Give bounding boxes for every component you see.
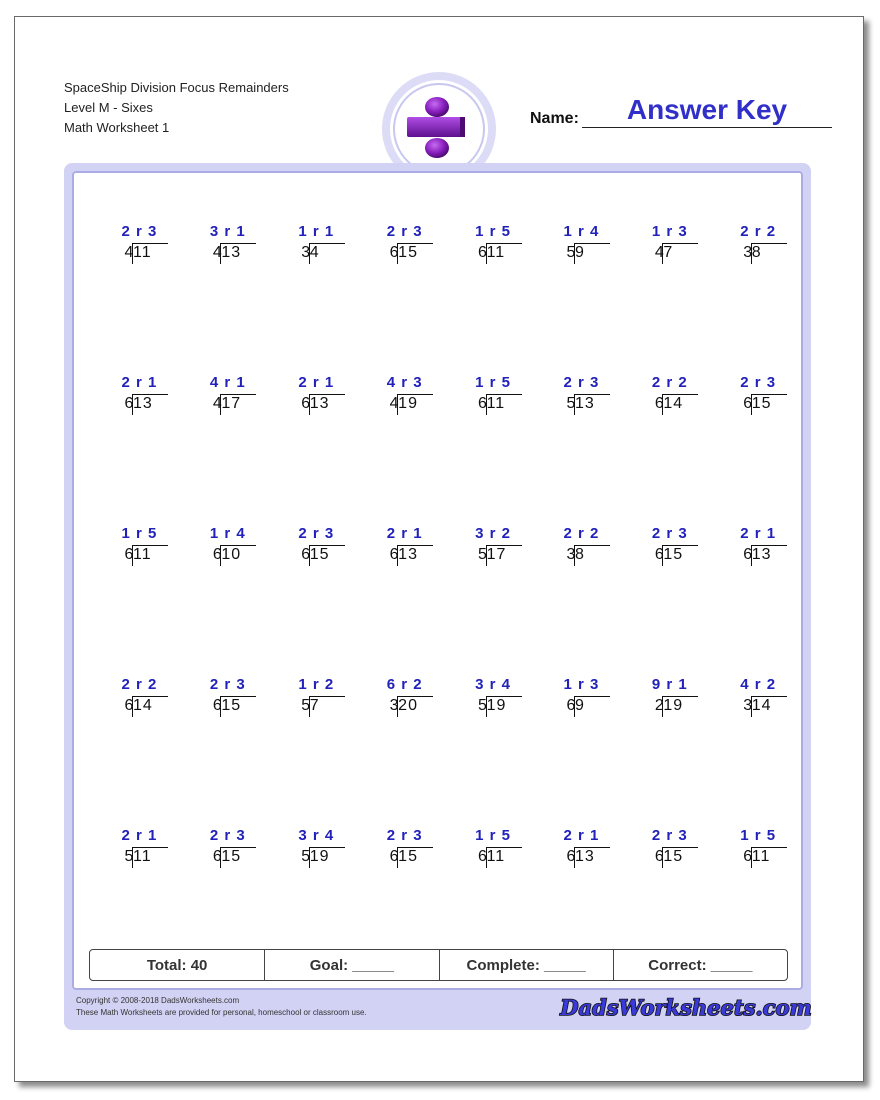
- dividend: 9: [574, 244, 585, 261]
- dividend: 14: [663, 395, 684, 412]
- dividend: 11: [133, 244, 152, 261]
- answer-quotient: 2 r 3: [563, 374, 600, 391]
- division-problem: [94, 816, 182, 967]
- divisor: 6: [566, 848, 576, 865]
- divisor: 6: [301, 546, 311, 563]
- correct-cell: Correct: _____: [613, 950, 787, 980]
- dadsworksheets-logo: [560, 990, 812, 1024]
- answer-quotient: 4 r 3: [386, 374, 423, 391]
- dividend: 11: [486, 244, 506, 261]
- answer-quotient: 2 r 3: [209, 827, 246, 844]
- dividend: 15: [398, 848, 418, 865]
- division-problem: [536, 514, 624, 665]
- answer-quotient: 1 r 2: [298, 676, 335, 693]
- division-problem: [271, 665, 359, 816]
- divisor: 5: [566, 244, 576, 261]
- answer-quotient: 1 r 4: [209, 525, 246, 542]
- division-problem: [713, 212, 801, 363]
- dividend: 14: [133, 697, 153, 714]
- division-problem: [182, 514, 270, 665]
- score-summary: [89, 949, 788, 981]
- dividend: 20: [398, 697, 418, 714]
- answer-quotient: 2 r 3: [209, 676, 246, 693]
- divisor: 5: [301, 697, 311, 714]
- divisor: 6: [124, 546, 134, 563]
- division-problem: [448, 212, 536, 363]
- dividend: 11: [133, 546, 152, 563]
- dividend: 7: [309, 697, 320, 714]
- divisor: 6: [124, 395, 134, 412]
- answer-quotient: 1 r 1: [298, 223, 335, 240]
- divisor: 4: [654, 244, 664, 261]
- divisor: 5: [124, 848, 134, 865]
- division-problem: [624, 212, 712, 363]
- division-problem: [624, 514, 712, 665]
- division-problem: [713, 363, 801, 514]
- answer-quotient: 1 r 5: [475, 223, 511, 240]
- divisor: 6: [212, 697, 222, 714]
- answer-quotient: 1 r 3: [563, 676, 600, 693]
- division-problem: [359, 212, 447, 363]
- division-problem: [182, 363, 270, 514]
- dividend: 19: [398, 395, 418, 412]
- copyright-line: Copyright © 2008-2018 DadsWorksheets.com: [76, 996, 240, 1005]
- division-problem: [713, 665, 801, 816]
- division-problem: [94, 514, 182, 665]
- problem-frame: [64, 163, 811, 1030]
- answer-quotient: 4 r 2: [740, 676, 777, 693]
- division-problem: [624, 816, 712, 967]
- divisor: 5: [301, 848, 311, 865]
- divisor: 6: [743, 848, 753, 865]
- answer-quotient: 9 r 1: [651, 676, 688, 693]
- divisor: 5: [566, 395, 576, 412]
- division-problem: [359, 363, 447, 514]
- answer-quotient: 3 r 4: [298, 827, 335, 844]
- dividend: 15: [663, 848, 684, 865]
- answer-quotient: 2 r 1: [121, 374, 158, 391]
- division-problem: [536, 212, 624, 363]
- division-problem: [448, 665, 536, 816]
- division-problem: [271, 514, 359, 665]
- dividend: 11: [486, 395, 506, 412]
- divisor: 6: [566, 697, 576, 714]
- dividend: 13: [574, 848, 595, 865]
- divisor: 5: [478, 546, 487, 563]
- answer-quotient: 2 r 1: [298, 374, 335, 391]
- divisor: 6: [654, 848, 664, 865]
- division-problem: [624, 665, 712, 816]
- division-problem: [182, 212, 270, 363]
- worksheet-title: SpaceShip Division Focus Remainders: [64, 80, 289, 95]
- dividend: 15: [221, 697, 242, 714]
- answer-quotient: 2 r 1: [121, 827, 158, 844]
- worksheet-title-block: [64, 78, 289, 138]
- divisor: 4: [212, 244, 222, 261]
- dividend: 15: [221, 848, 242, 865]
- complete-cell: Complete: _____: [439, 950, 613, 980]
- answer-quotient: 1 r 5: [121, 525, 158, 542]
- division-problem: [713, 816, 801, 967]
- divisor: 6: [654, 546, 664, 563]
- answer-quotient: 3 r 4: [475, 676, 511, 693]
- division-problem: [271, 816, 359, 967]
- answer-quotient: 2 r 1: [386, 525, 423, 542]
- total-cell: Total: 40: [146, 956, 208, 974]
- divisor: 6: [389, 546, 399, 563]
- divisor: 3: [743, 697, 753, 714]
- name-label: Name:: [530, 110, 579, 127]
- dividend: 13: [574, 395, 595, 412]
- divisor: 3: [566, 546, 576, 563]
- division-problem: [359, 665, 447, 816]
- dividend: 19: [663, 697, 684, 714]
- divisor: 6: [389, 244, 399, 261]
- division-problem: [94, 665, 182, 816]
- divisor: 6: [389, 848, 399, 865]
- divisor: 3: [743, 244, 753, 261]
- dividend: 15: [309, 546, 330, 563]
- worksheet-subtitle: Math Worksheet 1: [64, 120, 170, 135]
- division-problem: [536, 816, 624, 967]
- dividend: 7: [663, 244, 674, 261]
- divisor: 6: [478, 395, 487, 412]
- division-problem: [448, 363, 536, 514]
- answer-quotient: 6 r 2: [386, 676, 423, 693]
- dividend: 11: [486, 848, 506, 865]
- goal-cell: Goal: _____: [264, 950, 438, 980]
- svg-text:DadsWorksheets.com: DadsWorksheets.com: [560, 995, 812, 1020]
- division-problem: [359, 514, 447, 665]
- dividend: 8: [751, 244, 762, 261]
- divisor: 6: [478, 244, 487, 261]
- dividend: 15: [663, 546, 684, 563]
- answer-quotient: 2 r 2: [563, 525, 600, 542]
- dividend: 19: [309, 848, 330, 865]
- answer-quotient: 2 r 2: [651, 374, 688, 391]
- answer-quotient: 2 r 3: [651, 525, 688, 542]
- division-problem: [536, 363, 624, 514]
- answer-quotient: 2 r 3: [651, 827, 688, 844]
- worksheet-level: Level M - Sixes: [64, 100, 153, 115]
- division-problem: [94, 363, 182, 514]
- division-problem: [624, 363, 712, 514]
- answer-quotient: 1 r 5: [740, 827, 777, 844]
- dividend: 13: [133, 395, 153, 412]
- dividend: 8: [574, 546, 585, 563]
- dividend: 15: [751, 395, 772, 412]
- divisor: 4: [212, 395, 222, 412]
- dividend: 19: [486, 697, 507, 714]
- answer-quotient: 3 r 2: [475, 525, 511, 542]
- answer-key-label: Answer Key: [626, 94, 788, 125]
- dividend: 4: [309, 244, 320, 261]
- answer-quotient: 4 r 1: [209, 374, 246, 391]
- dividend: 13: [398, 546, 418, 563]
- division-problem: [182, 665, 270, 816]
- usage-notice: These Math Worksheets are provided for personal, homeschool or classroom use.: [76, 1008, 367, 1017]
- division-problem: [271, 363, 359, 514]
- answer-quotient: 1 r 4: [563, 223, 600, 240]
- divisor: 5: [478, 697, 487, 714]
- divisor: 6: [478, 848, 487, 865]
- name-underline: [582, 127, 832, 128]
- answer-quotient: 2 r 3: [386, 223, 423, 240]
- answer-quotient: 1 r 5: [475, 374, 511, 391]
- divisor: 6: [743, 395, 753, 412]
- copyright-notice: [76, 995, 367, 1019]
- answer-quotient: 2 r 1: [740, 525, 777, 542]
- dividend: 11: [751, 848, 771, 865]
- dividend: 15: [398, 244, 418, 261]
- divisor: 6: [743, 546, 753, 563]
- answer-quotient: 2 r 2: [121, 676, 158, 693]
- answer-quotient: 1 r 5: [475, 827, 511, 844]
- answer-quotient: 2 r 2: [740, 223, 777, 240]
- dividend: 10: [221, 546, 242, 563]
- problem-area: [72, 171, 803, 990]
- divisor: 2: [654, 697, 664, 714]
- division-problem: [271, 212, 359, 363]
- divisor: 6: [654, 395, 664, 412]
- divisor: 6: [124, 697, 134, 714]
- dividend: 17: [486, 546, 507, 563]
- answer-quotient: 2 r 1: [563, 827, 600, 844]
- answer-quotient: 2 r 3: [121, 223, 158, 240]
- answer-quotient: 2 r 3: [298, 525, 335, 542]
- name-field: [530, 90, 832, 130]
- divisor: 4: [389, 395, 399, 412]
- divisor: 3: [389, 697, 399, 714]
- divisor: 6: [212, 546, 222, 563]
- answer-quotient: 2 r 3: [740, 374, 777, 391]
- division-problem: [182, 816, 270, 967]
- answer-quotient: 2 r 3: [386, 827, 423, 844]
- division-problem: [536, 665, 624, 816]
- divisor: 6: [301, 395, 311, 412]
- dividend: 13: [309, 395, 330, 412]
- division-problem: [359, 816, 447, 967]
- answer-quotient: 3 r 1: [209, 223, 246, 240]
- divisor: 3: [301, 244, 311, 261]
- divisor: 6: [212, 848, 222, 865]
- problem-grid: [94, 212, 801, 967]
- division-problem: [713, 514, 801, 665]
- dividend: 13: [751, 546, 772, 563]
- dividend: 13: [221, 244, 242, 261]
- dividend: 9: [574, 697, 585, 714]
- dividend: 14: [751, 697, 772, 714]
- dividend: 17: [221, 395, 242, 412]
- division-problem: [448, 514, 536, 665]
- division-problem: [448, 816, 536, 967]
- divisor: 4: [124, 244, 134, 261]
- division-problem: [94, 212, 182, 363]
- dividend: 11: [133, 848, 152, 865]
- answer-quotient: 1 r 3: [651, 223, 688, 240]
